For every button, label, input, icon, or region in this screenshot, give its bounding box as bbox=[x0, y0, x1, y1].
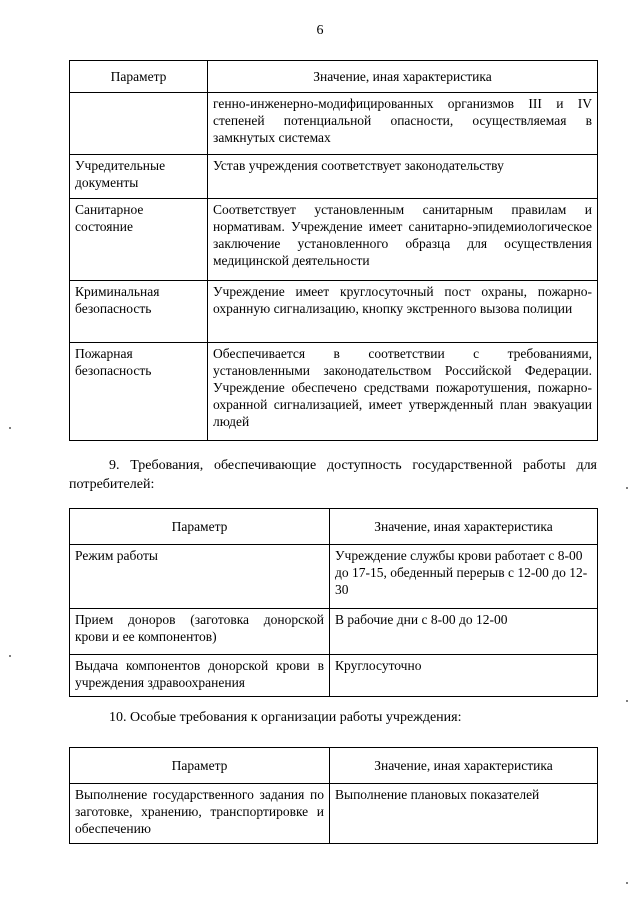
table-row bbox=[70, 199, 598, 281]
parameter-cell: Режим работы bbox=[70, 545, 330, 609]
column-header: Значение, иная характеристика bbox=[330, 509, 598, 545]
table-row bbox=[70, 545, 598, 609]
scan-speck bbox=[626, 487, 628, 489]
table-row bbox=[70, 155, 598, 199]
table-header-row bbox=[70, 509, 598, 545]
column-header: Параметр bbox=[70, 509, 330, 545]
params-table-2 bbox=[69, 508, 598, 697]
parameter-cell bbox=[70, 93, 208, 155]
value-cell: генно-инженерно-модифицированных организмов III и IV степеней потенциальной опасности, осуществляемая в замкнутых системах bbox=[208, 93, 598, 155]
value-cell: Соответствует установленным санитарным правилам и нормативам. Учреждение имеет санитарно-эпидемиологическое заключение установленного образца для осуществления медицинской деятельности bbox=[208, 199, 598, 281]
parameter-cell: Пожарная безопасность bbox=[70, 343, 208, 441]
value-cell: Обеспечивается в соответствии с требованиями, установленными законодательством Российской Федерации. Учреждение обеспечено средствами пожаротушения, пожарно-охранной сигнализацией, имеет утвержденный план эвакуации людей bbox=[208, 343, 598, 441]
scan-speck bbox=[626, 882, 628, 884]
table-row bbox=[70, 281, 598, 343]
table-row bbox=[70, 655, 598, 697]
column-header: Значение, иная характеристика bbox=[330, 748, 598, 784]
params-table-3 bbox=[69, 747, 598, 844]
table-header-row bbox=[70, 748, 598, 784]
parameter-cell: Выполнение государственного задания по заготовке, хранению, транспортировке и обеспечению bbox=[70, 784, 330, 844]
column-header: Параметр bbox=[70, 748, 330, 784]
value-cell: Учреждение службы крови работает с 8-00 до 17-15, обеденный перерыв с 12-00 до 12-30 bbox=[330, 545, 598, 609]
column-header: Параметр bbox=[70, 61, 208, 93]
value-cell: Круглосуточно bbox=[330, 655, 598, 697]
scan-speck bbox=[9, 655, 11, 657]
section-9-heading: 9. Требования, обеспечивающие доступность государственной работы для потребителей: bbox=[69, 458, 597, 492]
table-row bbox=[70, 784, 598, 844]
table-row bbox=[70, 93, 598, 155]
parameter-cell: Криминальная безопасность bbox=[70, 281, 208, 343]
page-number: 6 bbox=[316, 23, 324, 38]
parameter-cell: Прием доноров (заготовка донорской крови и ее компонентов) bbox=[70, 609, 330, 655]
params-table-1 bbox=[69, 60, 598, 441]
column-header: Значение, иная характеристика bbox=[208, 61, 598, 93]
scan-speck bbox=[626, 700, 628, 702]
value-cell: Учреждение имеет круглосуточный пост охраны, пожарно-охранную сигнализацию, кнопку экстренного вызова полиции bbox=[208, 281, 598, 343]
value-cell: Выполнение плановых показателей bbox=[330, 784, 598, 844]
table-row bbox=[70, 343, 598, 441]
table-row bbox=[70, 609, 598, 655]
value-cell: В рабочие дни с 8-00 до 12-00 bbox=[330, 609, 598, 655]
table-header-row bbox=[70, 61, 598, 93]
section-10-heading: 10. Особые требования к организации работы учреждения: bbox=[109, 710, 462, 725]
parameter-cell: Учредительные документы bbox=[70, 155, 208, 199]
scan-speck bbox=[9, 427, 11, 429]
value-cell: Устав учреждения соответствует законодательству bbox=[208, 155, 598, 199]
parameter-cell: Санитарное состояние bbox=[70, 199, 208, 281]
parameter-cell: Выдача компонентов донорской крови в учреждения здравоохранения bbox=[70, 655, 330, 697]
